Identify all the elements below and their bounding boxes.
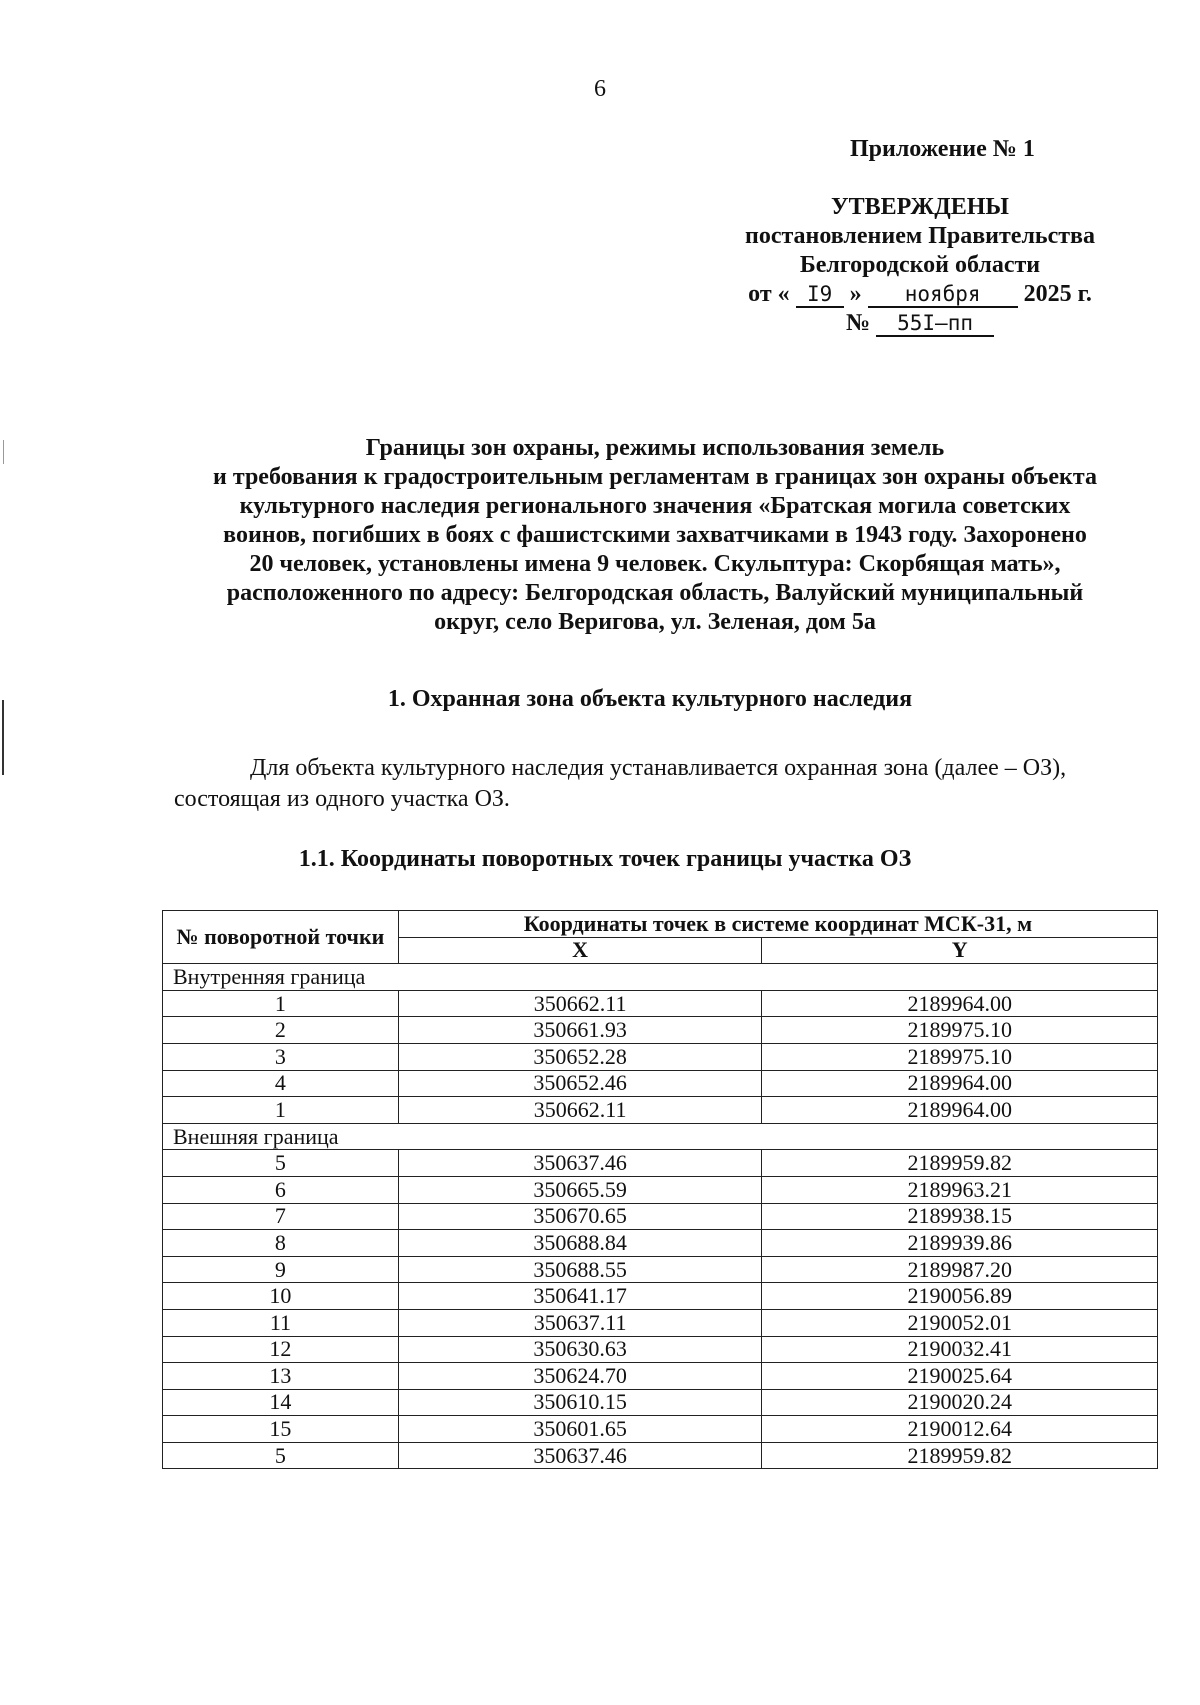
point-cell: 9 bbox=[163, 1256, 399, 1283]
date-year: 2025 г. bbox=[1023, 281, 1092, 307]
heading-line: округ, село Веригова, ул. Зеленая, дом 5а bbox=[434, 609, 876, 635]
x-cell: 350688.55 bbox=[398, 1256, 762, 1283]
point-cell: 15 bbox=[163, 1416, 399, 1443]
point-cell: 1 bbox=[163, 990, 399, 1017]
page-number: 6 bbox=[594, 76, 606, 102]
header-x: X bbox=[398, 937, 762, 964]
y-cell: 2189975.10 bbox=[762, 1043, 1158, 1070]
scan-edge-mark bbox=[3, 440, 4, 464]
point-cell: 11 bbox=[163, 1309, 399, 1336]
point-cell: 1 bbox=[163, 1097, 399, 1124]
table-row bbox=[163, 1230, 1158, 1257]
heading-line: 20 человек, установлены имена 9 человек. Скульптура: Скорбящая мать», bbox=[249, 551, 1061, 577]
table-row bbox=[163, 1043, 1158, 1070]
x-cell: 350630.63 bbox=[398, 1336, 762, 1363]
y-cell: 2189975.10 bbox=[762, 1017, 1158, 1044]
table-row bbox=[163, 990, 1158, 1017]
group-label: Внутренняя граница bbox=[163, 964, 1158, 991]
scan-edge-mark bbox=[2, 700, 4, 775]
table-row bbox=[163, 1416, 1158, 1443]
heading-line: Границы зон охраны, режимы использования земель bbox=[365, 435, 945, 461]
y-cell: 2190020.24 bbox=[762, 1389, 1158, 1416]
document-heading bbox=[160, 434, 1150, 637]
point-cell: 13 bbox=[163, 1363, 399, 1390]
body-paragraph bbox=[174, 753, 1150, 815]
table-row bbox=[163, 1176, 1158, 1203]
header-y: Y bbox=[762, 937, 1158, 964]
x-cell: 350637.11 bbox=[398, 1309, 762, 1336]
y-cell: 2190056.89 bbox=[762, 1283, 1158, 1310]
table-row bbox=[163, 1017, 1158, 1044]
y-cell: 2190052.01 bbox=[762, 1309, 1158, 1336]
date-day-field: I9 bbox=[796, 282, 844, 308]
point-cell: 3 bbox=[163, 1043, 399, 1070]
table-row bbox=[163, 1150, 1158, 1177]
date-prefix: от « bbox=[748, 281, 790, 307]
x-cell: 350637.46 bbox=[398, 1442, 762, 1469]
point-cell: 10 bbox=[163, 1283, 399, 1310]
group-row bbox=[163, 964, 1158, 991]
point-cell: 5 bbox=[163, 1442, 399, 1469]
table-row bbox=[163, 1442, 1158, 1469]
point-cell: 12 bbox=[163, 1336, 399, 1363]
y-cell: 2189939.86 bbox=[762, 1230, 1158, 1257]
y-cell: 2190025.64 bbox=[762, 1363, 1158, 1390]
body-line-1: Для объекта культурного наследия устанавливается охранная зона (далее – ОЗ), bbox=[250, 755, 1067, 781]
x-cell: 350688.84 bbox=[398, 1230, 762, 1257]
y-cell: 2189959.82 bbox=[762, 1150, 1158, 1177]
x-cell: 350624.70 bbox=[398, 1363, 762, 1390]
x-cell: 350662.11 bbox=[398, 1097, 762, 1124]
date-month-field: ноября bbox=[868, 282, 1018, 308]
header-point: № поворотной точки bbox=[163, 911, 399, 964]
x-cell: 350665.59 bbox=[398, 1176, 762, 1203]
coordinates-table bbox=[162, 910, 1158, 1469]
heading-line: и требования к градостроительным регламентам в границах зон охраны объекта bbox=[213, 464, 1097, 490]
point-cell: 8 bbox=[163, 1230, 399, 1257]
heading-line: воинов, погибших в боях с фашистскими захватчиками в 1943 году. Захоронено bbox=[223, 522, 1087, 548]
table-body bbox=[163, 964, 1158, 1469]
subsection-title: 1.1. Координаты поворотных точек границы участка ОЗ bbox=[298, 846, 912, 872]
x-cell: 350662.11 bbox=[398, 990, 762, 1017]
y-cell: 2190012.64 bbox=[762, 1416, 1158, 1443]
x-cell: 350652.46 bbox=[398, 1070, 762, 1097]
point-cell: 6 bbox=[163, 1176, 399, 1203]
table-row bbox=[163, 1363, 1158, 1390]
table-row bbox=[163, 1389, 1158, 1416]
y-cell: 2189959.82 bbox=[762, 1442, 1158, 1469]
approval-line-2: Белгородской области bbox=[799, 252, 1041, 278]
x-cell: 350610.15 bbox=[398, 1389, 762, 1416]
y-cell: 2189964.00 bbox=[762, 1097, 1158, 1124]
table-row bbox=[163, 1256, 1158, 1283]
body-line-2: состоящая из одного участка ОЗ. bbox=[174, 786, 510, 812]
point-cell: 7 bbox=[163, 1203, 399, 1230]
point-cell: 5 bbox=[163, 1150, 399, 1177]
group-row bbox=[163, 1123, 1158, 1150]
table-row bbox=[163, 1097, 1158, 1124]
x-cell: 350601.65 bbox=[398, 1416, 762, 1443]
approval-line-1: постановлением Правительства bbox=[744, 223, 1095, 249]
y-cell: 2189964.00 bbox=[762, 1070, 1158, 1097]
appendix-title: Приложение № 1 bbox=[850, 136, 1035, 162]
x-cell: 350641.17 bbox=[398, 1283, 762, 1310]
approval-title: УТВЕРЖДЕНЫ bbox=[831, 194, 1009, 220]
table-row bbox=[163, 1203, 1158, 1230]
table-row bbox=[163, 1309, 1158, 1336]
heading-line: расположенного по адресу: Белгородская область, Валуйский муниципальный bbox=[226, 580, 1084, 606]
table-row bbox=[163, 1070, 1158, 1097]
y-cell: 2189987.20 bbox=[762, 1256, 1158, 1283]
x-cell: 350637.46 bbox=[398, 1150, 762, 1177]
number-field: 55I–пп bbox=[876, 311, 994, 337]
point-cell: 14 bbox=[163, 1389, 399, 1416]
date-quote-close: » bbox=[849, 281, 862, 307]
number-prefix: № bbox=[845, 310, 871, 336]
group-label: Внешняя граница bbox=[163, 1123, 1158, 1150]
table-row bbox=[163, 1336, 1158, 1363]
table-row bbox=[163, 1283, 1158, 1310]
y-cell: 2189938.15 bbox=[762, 1203, 1158, 1230]
approval-block bbox=[690, 193, 1150, 338]
header-coords: Координаты точек в системе координат МСК-31, м bbox=[398, 911, 1157, 938]
heading-line: культурного наследия регионального значения «Братская могила советских bbox=[239, 493, 1071, 519]
x-cell: 350661.93 bbox=[398, 1017, 762, 1044]
x-cell: 350652.28 bbox=[398, 1043, 762, 1070]
y-cell: 2190032.41 bbox=[762, 1336, 1158, 1363]
x-cell: 350670.65 bbox=[398, 1203, 762, 1230]
section-title: 1. Охранная зона объекта культурного наследия bbox=[387, 686, 913, 712]
y-cell: 2189963.21 bbox=[762, 1176, 1158, 1203]
approval-date bbox=[690, 280, 1150, 309]
point-cell: 4 bbox=[163, 1070, 399, 1097]
y-cell: 2189964.00 bbox=[762, 990, 1158, 1017]
point-cell: 2 bbox=[163, 1017, 399, 1044]
approval-number bbox=[690, 309, 1150, 338]
